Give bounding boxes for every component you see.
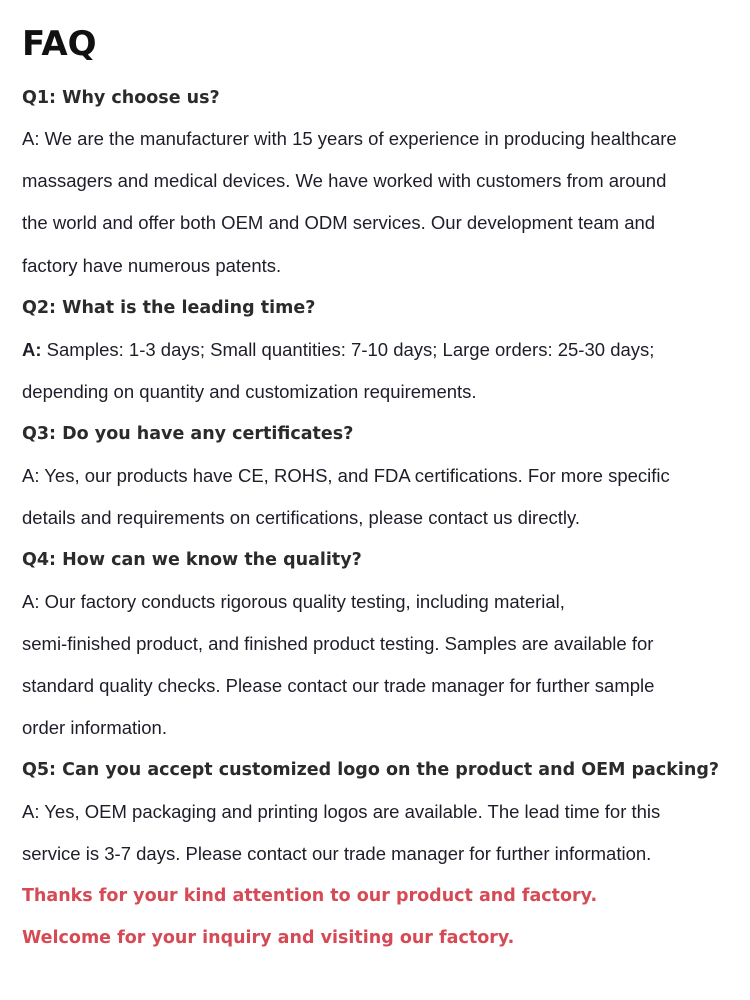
closing-welcome: Welcome for your inquiry and visiting our factory. [22,928,515,948]
faq-answer-2-line-1 [22,338,654,362]
faq-question-1: Q1: Why choose us? [22,88,220,108]
closing-thanks: Thanks for your kind attention to our product and factory. [22,886,598,906]
faq-answer-3-line-1: A: Yes, our products have CE, ROHS, and FDA certifications. For more specific [22,465,670,486]
page-title: FAQ [22,24,97,64]
faq-answer-1-line-1: A: We are the manufacturer with 15 years of experience in producing healthcare [22,128,677,149]
faq-answer-1-line-4: factory have numerous patents. [22,255,282,276]
faq-answer-2-line-2: depending on quantity and customization requirements. [22,381,477,402]
faq-question-4: Q4: How can we know the quality? [22,550,362,570]
answer-prefix: A: [22,339,42,360]
faq-answer-1-line-3: the world and offer both OEM and ODM services. Our development team and [22,212,656,233]
faq-question-3: Q3: Do you have any certificates? [22,424,354,444]
answer-text: Samples: 1-3 days; Small quantities: 7-10 days; Large orders: 25-30 days; [41,339,655,360]
faq-answer-5-line-2: service is 3-7 days. Please contact our trade manager for further information. [22,843,652,864]
faq-answer-4-line-2: semi-finished product, and finished product testing. Samples are available for [22,633,654,654]
faq-answer-5-line-1: A: Yes, OEM packaging and printing logos are available. The lead time for this [22,801,661,822]
faq-answer-4-line-1: A: Our factory conducts rigorous quality testing, including material, [22,591,565,612]
faq-answer-1-line-2: massagers and medical devices. We have worked with customers from around [22,170,667,191]
faq-question-2: Q2: What is the leading time? [22,298,316,318]
faq-answer-3-line-2: details and requirements on certifications, please contact us directly. [22,507,581,528]
faq-question-5: Q5: Can you accept customized logo on the product and OEM packing? [22,760,720,780]
faq-answer-4-line-3: standard quality checks. Please contact our trade manager for further sample [22,675,655,696]
faq-answer-4-line-4: order information. [22,717,167,738]
